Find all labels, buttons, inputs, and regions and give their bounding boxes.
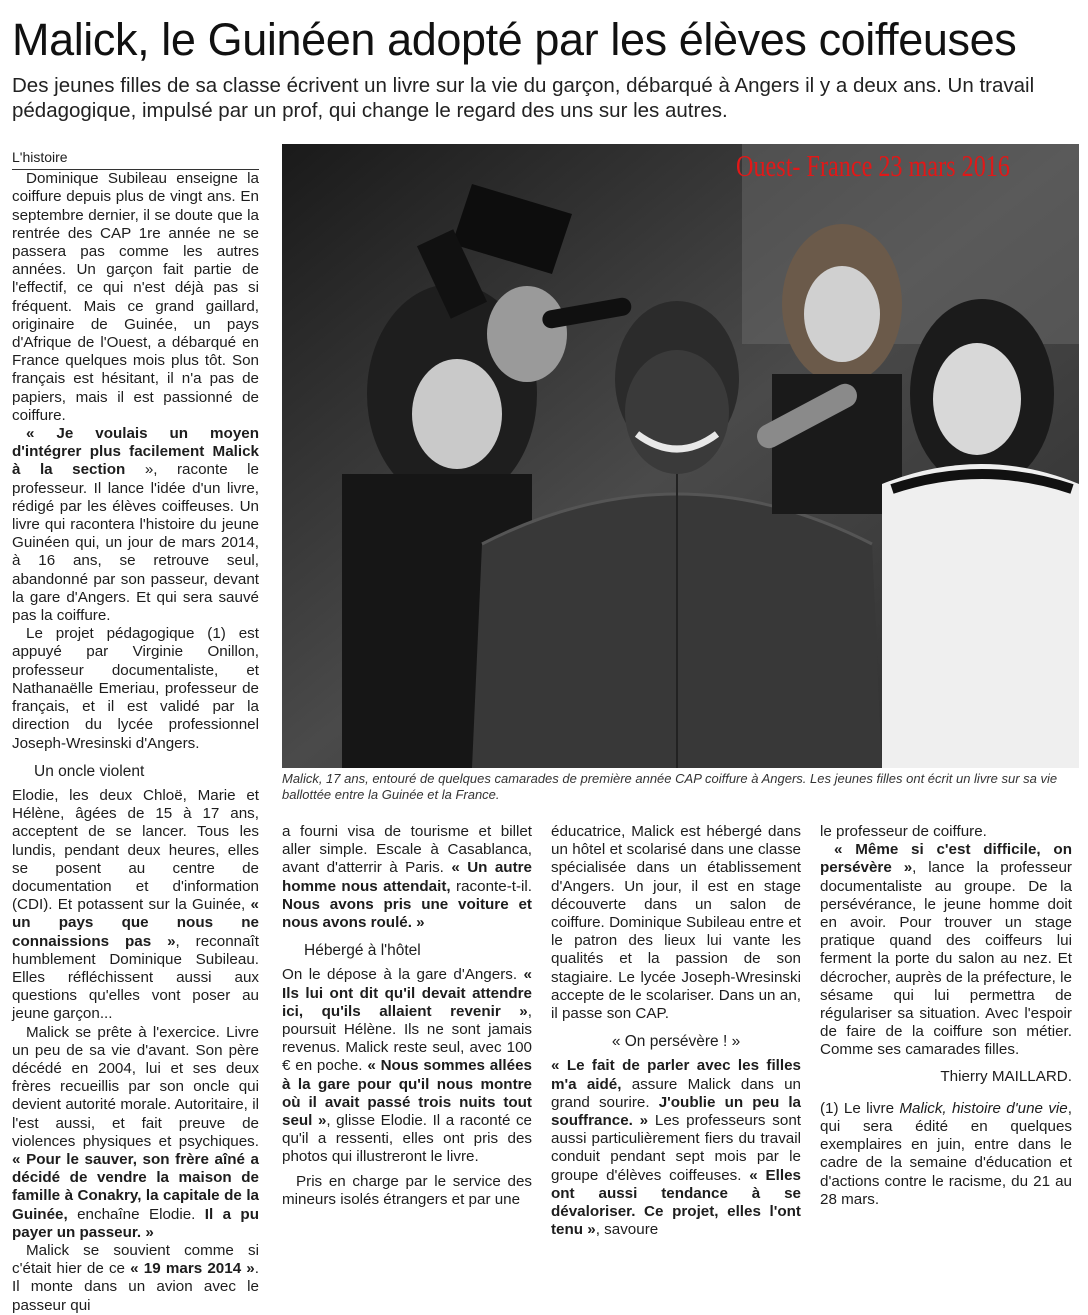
quote: « Je voulais un moyen d'intégrer plus facilement Malick à la section xyxy=(12,425,259,479)
paragraph xyxy=(12,1242,259,1315)
quote: « Même si c'est difficile, on persévère » xyxy=(820,841,1072,877)
footnote xyxy=(820,1100,1072,1209)
paragraph: éducatrice, Malick est hébergé dans un hôtel et scolarisé dans une classe spécialisée dans un établissement d'Angers. Un jour, il est en stage découverte dans un salon de coiffure. Dominique Subileau entre et le patron des lieux lui vante les qualités et la passion de son stagiaire. Le lycée Joseph-Wresinski accepte de le scolariser. Dans un an, il passe son CAP. xyxy=(551,823,801,1023)
intertitle: Un oncle violent xyxy=(34,762,145,780)
source-watermark: Ouest- France 23 mars 2016 xyxy=(736,148,1010,183)
paragraph xyxy=(820,841,1072,1059)
photo-illustration xyxy=(282,144,1079,768)
quote: « Nous sommes allées à la gare pour qu'il nous montre où il avait passé trois nuits tout seul » xyxy=(282,1057,532,1130)
paragraph xyxy=(282,823,532,932)
text: Elodie, les deux Chloë, Marie et Hélène, âgées de 15 à 17 ans, acceptent de se lancer. Tous les lundis, pendant deux heures, elles se posent au centre de documentation et d'information (CDI). Et potassent sur la Guinée, xyxy=(12,786,259,914)
article-photo xyxy=(282,144,1079,768)
text: (1) Le livre xyxy=(820,1099,900,1117)
book-title: Malick, histoire d'une vie xyxy=(899,1099,1068,1117)
text: », raconte le professeur. Il lance l'idée d'un livre, rédigé par les élèves coiffeuses. Un livre qui racontera l'histoire du jeune Guinéen qui, un jour de mars 2014, à 16 ans, se retrouve seul, abandonné par son passeur, devant la gare d'Angers. Et qui sera sauvé pas la coiffure. xyxy=(12,461,259,625)
quote: J'oublie un peu la souffrance. » xyxy=(551,1093,802,1130)
paragraph: Pris en charge par le service des mineurs isolés étrangers et par une xyxy=(282,1172,532,1208)
text: a fourni visa de tourisme et billet aller simple. Escale à Casablanca, avant d'atterrir à Paris. xyxy=(282,823,532,877)
paragraph: Le projet pédagogique (1) est appuyé par Virginie Onillon, professeur documentaliste, et Nathanaëlle Emeriau, professeur de français, et il est validé par la direction du lycée professionnel Joseph-Wresinski d'Angers. xyxy=(12,625,259,752)
quote: Il a pu payer un passeur. » xyxy=(12,1205,259,1241)
text: . Il monte dans un avion avec le passeur qui xyxy=(12,1260,259,1314)
text: , glisse Elodie. Il a raconté ce qu'il a ressenti, elles ont pris des photos qui illustreront le livre. xyxy=(282,1112,532,1166)
paragraph xyxy=(551,1057,801,1239)
photo-caption: Malick, 17 ans, entouré de quelques camarades de première année CAP coiffure à Angers. Les jeunes filles ont écrit un livre sur sa vie ballottée entre la Guinée et la France. xyxy=(282,771,1058,802)
intertitle: Hébergé à l'hôtel xyxy=(304,942,421,960)
headline: Malick, le Guinéen adopté par les élèves coiffeuses xyxy=(12,14,1017,65)
quote: « 19 mars 2014 » xyxy=(130,1260,255,1278)
text: raconte-t-il. xyxy=(450,877,532,895)
text: Malick se souvient comme si c'était hier de ce xyxy=(12,1241,259,1278)
paragraph xyxy=(282,966,532,1166)
text: , qui sera édité en quelques exemplaires en juin, entre dans le cadre de la semaine d'éducation et d'actions contre le racisme, du 21 au 28 mars. xyxy=(820,1099,1072,1208)
quote: « un pays que nous ne connaissions pas » xyxy=(12,896,259,950)
text: , savoure xyxy=(595,1221,659,1239)
quote: « Le fait de parler avec les filles m'a aidé, xyxy=(551,1057,801,1093)
article-column-4 xyxy=(820,823,1072,1209)
paragraph xyxy=(12,425,259,625)
paragraph xyxy=(12,1024,259,1242)
paragraph xyxy=(12,787,259,1024)
text: Malick se prête à l'exercice. Livre un peu de sa vie d'avant. Son père décédé en 2004, lui et ses deux frères recueillis par son oncle qui devient autorité morale. Autoritaire, il l'est aussi, et fait preuve de violences physiques et psychiques. xyxy=(12,1023,259,1150)
subheadline: Des jeunes filles de sa classe écrivent un livre sur la vie du garçon, débarqué à Angers il y a deux ans. Un travail pédagogique, impulsé par un prof, qui change le regard des uns sur les autres. xyxy=(12,74,1035,122)
article-column-1 xyxy=(12,148,259,1315)
section-rubric: L'histoire xyxy=(12,148,259,170)
text: On le dépose à la gare d'Angers. xyxy=(282,966,524,984)
text: enchaîne Elodie. xyxy=(67,1205,205,1223)
author-signature: Thierry MAILLARD. xyxy=(940,1067,1072,1085)
text: , reconnaît humblement Dominique Subileau. Elles réfléchissent aussi aux questions qu'elles vont poser au jeune garçon... xyxy=(12,932,259,1023)
text: Les professeurs sont aussi particulièrement fiers du travail conduit pendant sept mois par le groupe d'élèves coiffeuses. xyxy=(551,1112,802,1184)
quote: « Pour le sauver, son frère aîné a décidé de vendre la maison de famille à Conakry, la capitale de la Guinée, xyxy=(12,1150,259,1223)
text: , poursuit Hélène. Ils ne sont jamais revenus. Malick reste seul, avec 100 € en poche. xyxy=(282,1002,532,1075)
paragraph: Dominique Subileau enseigne la coiffure depuis plus de vingt ans. En septembre dernier, il se doute que la rentrée des CAP 1re année ne se passera pas comme les autres années. Un garçon fait partie de l'effectif, ce qui n'est déjà pas si fréquent. Mais ce grand gaillard, originaire de Guinée, un pays d'Afrique de l'Ouest, a débarqué en France quelques mois plus tôt. Son français est hésitant, il n'a pas de papiers, mais il est passionné de coiffure. xyxy=(12,170,259,424)
text: , lance la professeur documentaliste au groupe. De la persévérance, le jeune homme doit en avoir. Pour trouver un stage pratique quand des coiffeurs lui ferment la porte du salon au nez. Et décrocher, auprès de la préfecture, le sésame qui lui permettra de régulariser sa situation. Avec l'espoir de faire de la coiffure son métier. Comme ses camarades filles. xyxy=(820,859,1072,1059)
text: assure Malick dans un grand sourire. xyxy=(551,1075,801,1111)
quote: « Elles ont aussi tendance à se dévaloriser. Ce projet, elles l'ont tenu » xyxy=(551,1166,801,1239)
quote: « Un autre homme nous attendait, xyxy=(282,859,532,895)
quote: « Ils lui ont dit qu'il devait attendre ici, qu'ils allaient revenir » xyxy=(282,966,532,1020)
intertitle: « On persévère ! » xyxy=(611,1033,741,1051)
paragraph: le professeur de coiffure. xyxy=(820,823,987,840)
article-column-3 xyxy=(551,823,801,1239)
quote: Nous avons pris une voiture et nous avons roulé. » xyxy=(282,895,532,932)
article-column-2 xyxy=(282,823,532,1209)
